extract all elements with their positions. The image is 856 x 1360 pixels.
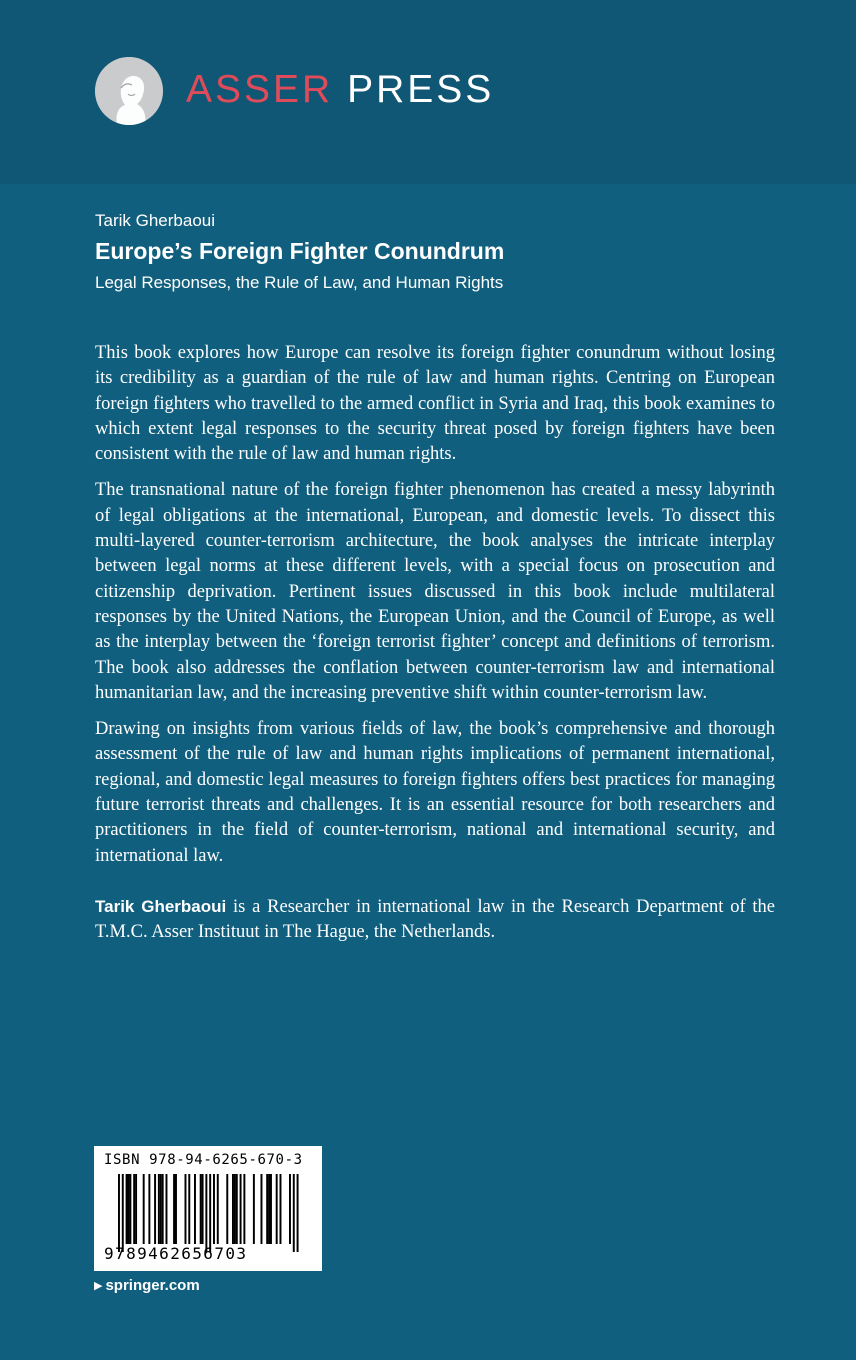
barcode-bar (209, 1174, 211, 1252)
barcode-bar (185, 1174, 187, 1244)
publisher-name-asser: ASSER (186, 68, 334, 111)
barcode-bar (166, 1174, 168, 1244)
author-bio (95, 894, 775, 946)
barcode-bar (217, 1174, 219, 1244)
portrait-logo-icon (95, 57, 163, 125)
springer-link[interactable] (94, 1276, 200, 1296)
book-description (95, 341, 775, 957)
barcode-bar (234, 1174, 236, 1244)
barcode-bar (135, 1174, 137, 1244)
barcode-bar (173, 1174, 175, 1244)
barcode-bar (261, 1174, 263, 1244)
publisher-name-press: PRESS (347, 68, 495, 111)
barcode-bar (188, 1174, 190, 1244)
author-name: Tarik Gherbaoui (95, 211, 216, 230)
publisher-name (186, 66, 494, 114)
barcode-bar (213, 1174, 215, 1244)
barcode-bar (162, 1174, 164, 1244)
barcode-bar (118, 1174, 120, 1252)
barcode-bar (293, 1174, 295, 1252)
isbn-barcode (94, 1146, 322, 1271)
arrow-right-icon: ▶ (94, 1280, 103, 1292)
barcode-bar (126, 1174, 128, 1244)
barcode-bar (133, 1174, 135, 1244)
barcode-bar (128, 1174, 130, 1244)
barcode-bar (297, 1174, 299, 1252)
publisher-header (0, 0, 856, 184)
barcode-digits: 9789462656703 (104, 1244, 248, 1263)
barcode-bar (240, 1174, 242, 1244)
barcode-bar (253, 1174, 255, 1244)
barcode-bar (268, 1174, 270, 1244)
barcode-bar (200, 1174, 202, 1244)
isbn-label: ISBN 978-94-6265-670-3 (104, 1152, 303, 1168)
barcode-bar (226, 1174, 228, 1244)
barcode-bar (122, 1174, 124, 1252)
title-block (95, 210, 504, 295)
barcode-bar (266, 1174, 268, 1244)
book-title: Europe’s Foreign Fighter Conundrum (95, 238, 505, 264)
barcode-bar (232, 1174, 234, 1244)
barcode-bar (158, 1174, 160, 1244)
barcode-bar (202, 1174, 204, 1244)
barcode-bar (270, 1174, 272, 1244)
barcode-bar (276, 1174, 278, 1244)
barcode-bar (289, 1174, 291, 1244)
description-paragraph: This book explores how Europe can resolve its foreign fighter conundrum without losing its credibility as a guardian of the rule of law and human rights. Centring on European foreign fighters who travelled to the armed conflict in Syria and Iraq, this book examines to which extent legal responses to the security threat posed by foreign fighters have been consistent with the rule of law and human rights. (95, 343, 775, 465)
springer-link-text: springer.com (105, 1277, 200, 1294)
barcode-bar (194, 1174, 196, 1244)
barcode-bar (236, 1174, 238, 1244)
description-paragraph: The transnational nature of the foreign fighter phenomenon has created a messy labyrinth of legal obligations at the international, European, and domestic levels. To dissect this multi-layered counter-terrorism architecture, the book analyses the intricate interplay between legal norms at these different levels, with a special focus on prosecution and citizenship deprivation. Pertinent issues discussed in this book include multilateral responses by the United Nations, the European Union, and the Council of Europe, as well as the interplay between the ‘foreign terrorist fighter’ concept and definitions of terrorism. The book also addresses the conflation between counter-terrorism law and international humanitarian law, and the increasing preventive shift within counter-terrorism law. (95, 480, 775, 703)
barcode-bar (280, 1174, 282, 1244)
barcode-bar (129, 1174, 131, 1244)
barcode-bar (160, 1174, 162, 1244)
barcode-bar (175, 1174, 177, 1244)
barcode-bar (154, 1174, 156, 1244)
barcode-bar (143, 1174, 145, 1244)
barcode-bar (148, 1174, 150, 1244)
description-paragraph: Drawing on insights from various fields of law, the book’s comprehensive and thorough assessment of the rule of law and human rights implications of permanent international, regional, and domestic legal measures to foreign fighters offers best practices for managing future terrorist threats and challenges. It is an essential resource for both researchers and practitioners in the field of counter-terrorism, national and international security, and international law. (95, 719, 775, 866)
author-bio-name: Tarik Gherbaoui (95, 896, 227, 916)
book-subtitle: Legal Responses, the Rule of Law, and Human Rights (95, 273, 504, 292)
barcode-bar (205, 1174, 207, 1252)
barcode-bar (243, 1174, 245, 1244)
author-bio-text: is a Researcher in international law in the Research Department of the T.M.C. Asser Instituut in The Hague, the Netherlands. (95, 896, 776, 943)
